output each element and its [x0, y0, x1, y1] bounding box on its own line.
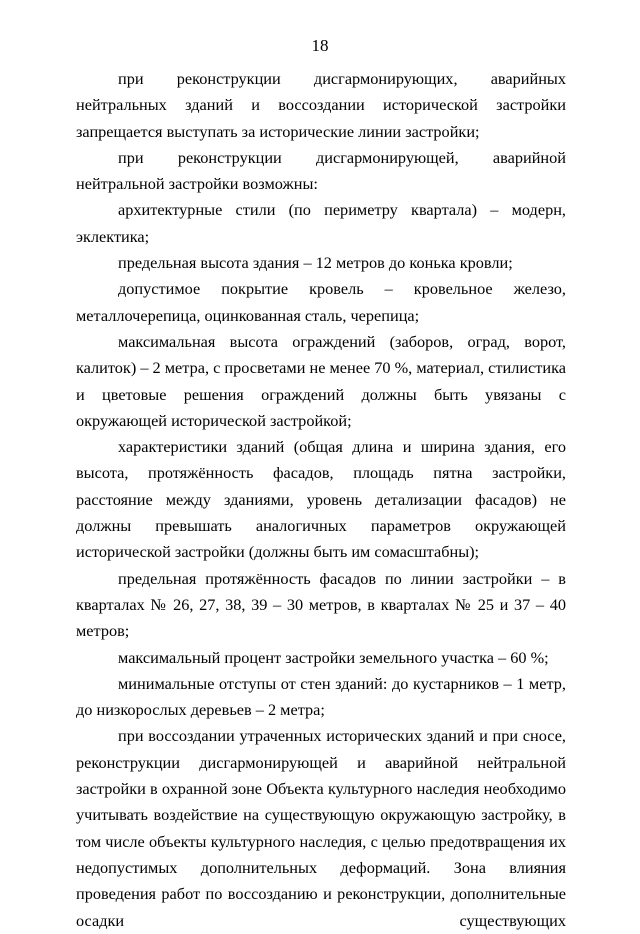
paragraph-max-height: предельная высота здания – 12 метров до конька кровли; — [118, 253, 513, 273]
document-body — [76, 66, 566, 934]
paragraph-fence-height: максимальная высота ограждений (заборов, оград, ворот, калиток) – 2 метра, с просветами не менее 70 %, материал, стилистика и цветовые решения ограждений должны быть увязаны с окружающей исторической застройкой; — [76, 331, 566, 430]
paragraph-building-lines: при реконструкции дисгармонирующих, аварийных нейтральных зданий и воссоздании исторической застройки запрещается выступать за исторические линии застройки; — [76, 69, 566, 141]
paragraph-reconstruction-intro: при реконструкции дисгармонирующей, аварийной нейтральной застройки возможны: — [76, 147, 566, 194]
paragraph-roof-covering: допустимое покрытие кровель – кровельное железо, металлочерепица, оцинкованная сталь, черепица; — [76, 279, 566, 325]
paragraph-min-setbacks: минимальные отступы от стен зданий: до кустарников – 1 метр, до низкорослых деревьев – 2 метра; — [76, 673, 566, 720]
paragraph-facade-length: предельная протяжённость фасадов по линии застройки – в кварталах № 26, 27, 38, 39 – 30 метров, в кварталах № 25 и 37 – 40 метров; — [76, 568, 566, 641]
paragraph-architectural-styles: архитектурные стили (по периметру квартала) – модерн, эклектика; — [76, 200, 566, 246]
paragraph-impact-assessment: при воссоздании утраченных исторических зданий и при сносе, реконструкции дисгармонирующей и аварийной нейтральной застройки в охранной зоне Объекта культурного наследия необходимо учитывать воздействие на существующую окружающую застройку, в том числе объекты культурного наследия, с целью предотвращения их недопустимых дополнительных деформаций. Зона влияния проведения работ по воссозданию и реконструкции, дополнительные осадки существующих — [76, 726, 566, 930]
paragraph-plot-coverage: максимальный процент застройки земельного участка – 60 %; — [118, 647, 549, 667]
page-number: 18 — [311, 36, 329, 55]
paragraph-building-characteristics: характеристики зданий (общая длина и ширина здания, его высота, протяжённость фасадов, площадь пятна застройки, расстояние между зданиями, уровень детализации фасадов) не должны превышать аналогичных параметров окружающей исторической застройки (должны быть им сомасштабны); — [76, 437, 566, 562]
